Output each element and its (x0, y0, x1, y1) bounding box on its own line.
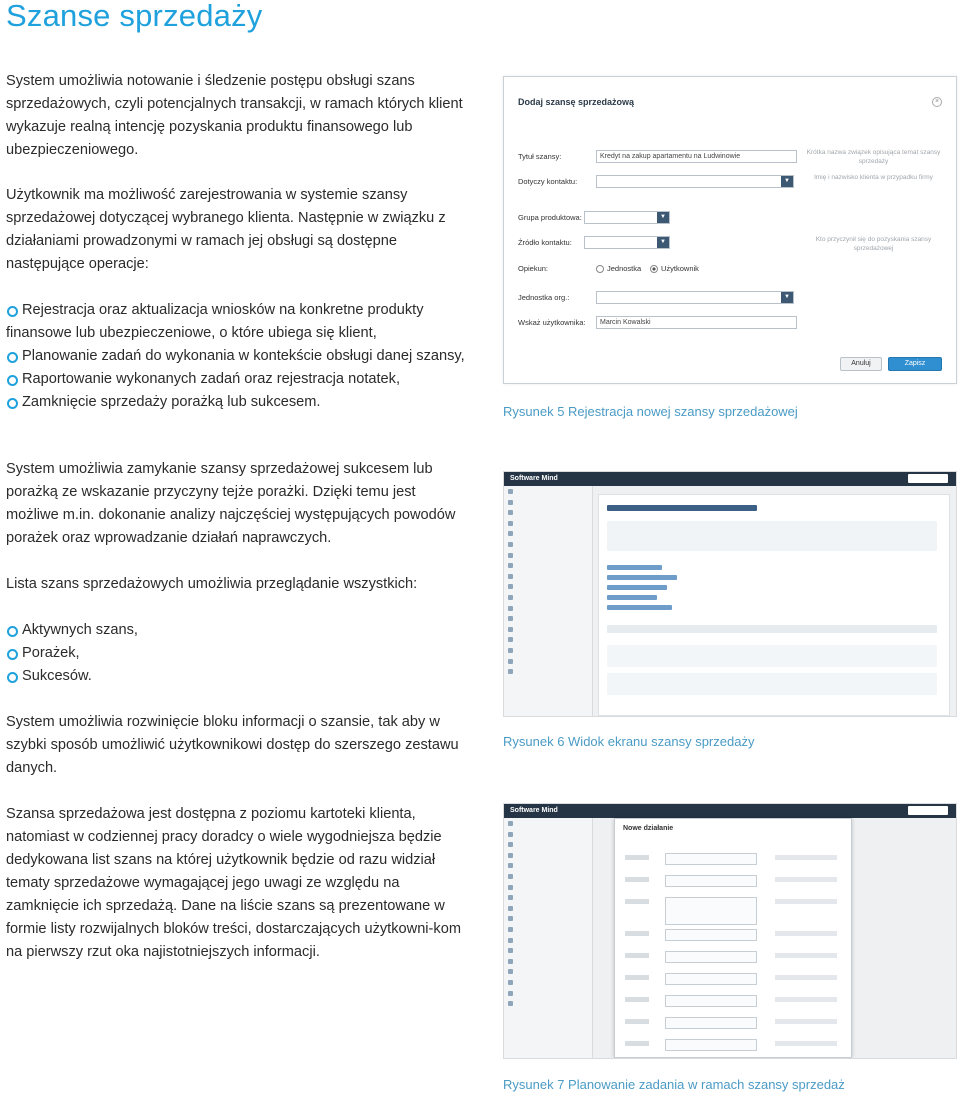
hint-source: Kto przyczynił się do pozyskania szansy sprzedażowej (815, 236, 932, 252)
opportunity-heading (607, 505, 757, 511)
link[interactable] (607, 575, 677, 580)
sidebar-item[interactable] (504, 624, 592, 635)
expand-paragraph-block (6, 711, 466, 780)
field-input[interactable] (665, 951, 757, 963)
status-list (6, 619, 466, 688)
modal-title: Nowe działanie (623, 825, 674, 832)
sidebar-item[interactable] (504, 913, 592, 924)
sidebar-item[interactable] (504, 528, 592, 539)
label-user: Wskaż użytkownika: (518, 318, 586, 327)
save-button[interactable]: Zapisz (888, 357, 942, 371)
title-input[interactable]: Kredyt na zakup apartamentu na Ludwinowie (596, 150, 797, 163)
figure-7-caption: Rysunek 7 Planowanie zadania w ramach szansy sprzedaż (503, 1077, 845, 1092)
close-icon[interactable]: × (932, 97, 942, 107)
app-header (504, 472, 956, 486)
field-input[interactable] (665, 995, 757, 1007)
app-sidebar (504, 486, 593, 716)
final-paragraph-block (6, 803, 466, 964)
field-hint (775, 953, 837, 958)
field-textarea[interactable] (665, 897, 757, 925)
tabs-bar[interactable] (607, 625, 937, 633)
status-list-block (6, 619, 466, 688)
sidebar-item[interactable] (504, 988, 592, 999)
field-label (625, 997, 649, 1002)
chevron-down-icon: ▼ (657, 212, 669, 223)
radio-icon (596, 265, 604, 273)
sidebar-item[interactable] (504, 666, 592, 677)
list-item: Rejestracja oraz aktualizacja wniosków na konkretne produkty finansowe lub ubezpieczeniowe, o które ubiega się klient, (6, 302, 424, 341)
app-logo: Software Mind (510, 807, 558, 814)
link[interactable] (607, 585, 667, 590)
sidebar-item[interactable] (504, 829, 592, 840)
chevron-down-icon: ▼ (657, 237, 669, 248)
sidebar-item[interactable] (504, 935, 592, 946)
source-select[interactable] (584, 236, 670, 249)
intro-paragraph-2-block (6, 184, 466, 276)
field-hint (775, 931, 837, 936)
intro-paragraph-1-block (6, 70, 466, 162)
details-block (607, 521, 937, 551)
add-opportunity-dialog (503, 76, 957, 384)
sidebar-item[interactable] (504, 924, 592, 935)
owner-radio-unit[interactable]: Jednostka (596, 264, 641, 273)
app-header (504, 804, 956, 818)
list-intro-block (6, 573, 466, 596)
bullet-icon (7, 649, 18, 660)
list-item: Zamknięcie sprzedaży porażką lub sukcesem. (6, 391, 466, 414)
page-title: Szanse sprzedaży (6, 0, 263, 33)
field-label (625, 855, 649, 860)
bullet-icon (7, 375, 18, 386)
field-input[interactable] (665, 1017, 757, 1029)
expand-paragraph: System umożliwia rozwinięcie bloku informacji o szansie, tak aby w szybki sposób umożliwić użytkownikowi dostęp do szerszego zestawu danych. (6, 714, 459, 776)
closing-paragraph-block (6, 458, 466, 550)
bullet-icon (7, 352, 18, 363)
sidebar-item[interactable] (504, 486, 592, 497)
link[interactable] (607, 565, 662, 570)
label-title: Tytuł szansy: (518, 152, 562, 161)
link[interactable] (607, 605, 672, 610)
field-input[interactable] (665, 1039, 757, 1051)
task-block (607, 645, 937, 667)
sidebar-item[interactable] (504, 818, 592, 829)
opportunity-screen (503, 471, 957, 717)
field-hint (775, 877, 837, 882)
product-group-select[interactable] (584, 211, 670, 224)
figure-5-caption: Rysunek 5 Rejestracja nowej szansy sprzedażowej (503, 404, 798, 419)
field-label (625, 899, 649, 904)
sidebar-item[interactable] (504, 882, 592, 893)
sidebar-item[interactable] (504, 945, 592, 956)
opportunity-panel (598, 494, 950, 716)
sidebar-item[interactable] (504, 539, 592, 550)
field-hint (775, 997, 837, 1002)
hint-contact: Imię i nazwisko klienta w przypadku firmy (814, 174, 933, 181)
field-hint (775, 855, 837, 860)
sidebar-item[interactable] (504, 518, 592, 529)
search-input[interactable] (908, 806, 948, 815)
unit-select[interactable] (596, 291, 794, 304)
field-input[interactable] (665, 973, 757, 985)
field-label (625, 953, 649, 958)
user-input[interactable]: Marcin Kowalski (596, 316, 797, 329)
bullet-icon (7, 626, 18, 637)
sidebar-item[interactable] (504, 977, 592, 988)
label-owner: Opiekun: (518, 264, 549, 273)
field-hint (775, 899, 837, 904)
field-label (625, 975, 649, 980)
app-sidebar (504, 818, 593, 1058)
sidebar-item[interactable] (504, 839, 592, 850)
field-input[interactable] (665, 929, 757, 941)
field-hint (775, 975, 837, 980)
list-item: Raportowanie wykonanych zadań oraz rejestracja notatek, (6, 368, 466, 391)
field-label (625, 931, 649, 936)
sidebar-item[interactable] (504, 656, 592, 667)
field-label (625, 1019, 649, 1024)
sidebar-item[interactable] (504, 634, 592, 645)
radio-selected-icon (650, 265, 658, 273)
link[interactable] (607, 595, 657, 600)
list-item: Planowanie zadań do wykonania w kontekście obsługi danej szansy, (6, 345, 466, 368)
label-contact: Dotyczy kontaktu: (518, 177, 578, 186)
final-paragraph: Szansa sprzedażowa jest dostępna z poziomu kartoteki klienta, natomiast w codziennej pracy doradcy o wiele wygodniejsza będzie dedykowana list szans na której użytkownik będzie od razu widział tematy sprzedażowe wymagającej jego uwagi ze względu na zamknięcie ich sprzedażą. Dane na liście szans są prezentowane w formie listy rozwijalnych bloków treści, dostarczających użytkowni-kom na pierwszy rzut oka najistotniejszych informacji. (6, 806, 461, 960)
label-product-group: Grupa produktowa: (518, 213, 582, 222)
figure-6-caption: Rysunek 6 Widok ekranu szansy sprzedaży (503, 734, 755, 749)
label-unit: Jednostka org.: (518, 293, 570, 302)
field-input[interactable] (665, 853, 757, 865)
owner-radio-user[interactable]: Użytkownik (650, 264, 699, 273)
search-input[interactable] (908, 474, 948, 483)
field-hint (775, 1041, 837, 1046)
field-label (625, 1041, 649, 1046)
chevron-down-icon: ▼ (781, 176, 793, 187)
list-item: Aktywnych szans, (6, 619, 466, 642)
hint-title: Krótka nazwa związek opisująca temat szansy sprzedaży (806, 149, 941, 165)
sidebar-item[interactable] (504, 581, 592, 592)
label-source: Źródło kontaktu: (518, 238, 572, 247)
sidebar-item[interactable] (504, 966, 592, 977)
sidebar-item[interactable] (504, 507, 592, 518)
cancel-button[interactable]: Anuluj (840, 357, 882, 371)
app-logo: Software Mind (510, 475, 558, 482)
list-intro: Lista szans sprzedażowych umożliwia przeglądanie wszystkich: (6, 576, 418, 592)
sidebar-item[interactable] (504, 956, 592, 967)
sidebar-item[interactable] (504, 571, 592, 582)
sidebar-item[interactable] (504, 892, 592, 903)
field-label (625, 877, 649, 882)
intro-paragraph-1: System umożliwia notowanie i śledzenie postępu obsługi szans sprzedażowych, czyli potencjalnych transakcji, w ramach których klient wykazuje realną intencję pozyskania produktu finansowego lub ubezpieczeniowego. (6, 73, 463, 158)
sidebar-item[interactable] (504, 645, 592, 656)
operations-list-block (6, 299, 466, 414)
closing-paragraph: System umożliwia zamykanie szansy sprzedażowej sukcesem lub porażką ze wskazanie przyczyny tejże porażki. Dzięki temu jest możliwe m.in. dokonanie analizy najczęściej występujących powodów porażek oraz wprowadzanie działań naprawczych. (6, 461, 456, 546)
intro-paragraph-2: Użytkownik ma możliwość zarejestrowania w systemie szansy sprzedażowej dotyczącej wybranego klienta. Następnie w związku z działaniami prowadzonymi w ramach jej obsługi są dostępne następujące operacje: (6, 187, 446, 272)
chevron-down-icon: ▼ (781, 292, 793, 303)
sidebar-item[interactable] (504, 860, 592, 871)
new-task-modal (614, 818, 852, 1058)
operations-list (6, 299, 466, 414)
sidebar-item[interactable] (504, 560, 592, 571)
sidebar-item[interactable] (504, 592, 592, 603)
sidebar-item[interactable] (504, 903, 592, 914)
sidebar-item[interactable] (504, 550, 592, 561)
sidebar-item[interactable] (504, 497, 592, 508)
list-item: Porażek, (6, 642, 466, 665)
field-input[interactable] (665, 875, 757, 887)
sidebar-item[interactable] (504, 850, 592, 861)
field-hint (775, 1019, 837, 1024)
task-planning-screen (503, 803, 957, 1059)
contact-select[interactable] (596, 175, 794, 188)
sidebar-item[interactable] (504, 613, 592, 624)
sidebar-item[interactable] (504, 998, 592, 1009)
bullet-icon (7, 398, 18, 409)
sidebar-item[interactable] (504, 871, 592, 882)
bullet-icon (7, 306, 18, 317)
dialog-title: Dodaj szansę sprzedażową (518, 97, 635, 107)
task-block (607, 673, 937, 695)
sidebar-item[interactable] (504, 603, 592, 614)
list-item: Sukcesów. (6, 665, 466, 688)
bullet-icon (7, 672, 18, 683)
